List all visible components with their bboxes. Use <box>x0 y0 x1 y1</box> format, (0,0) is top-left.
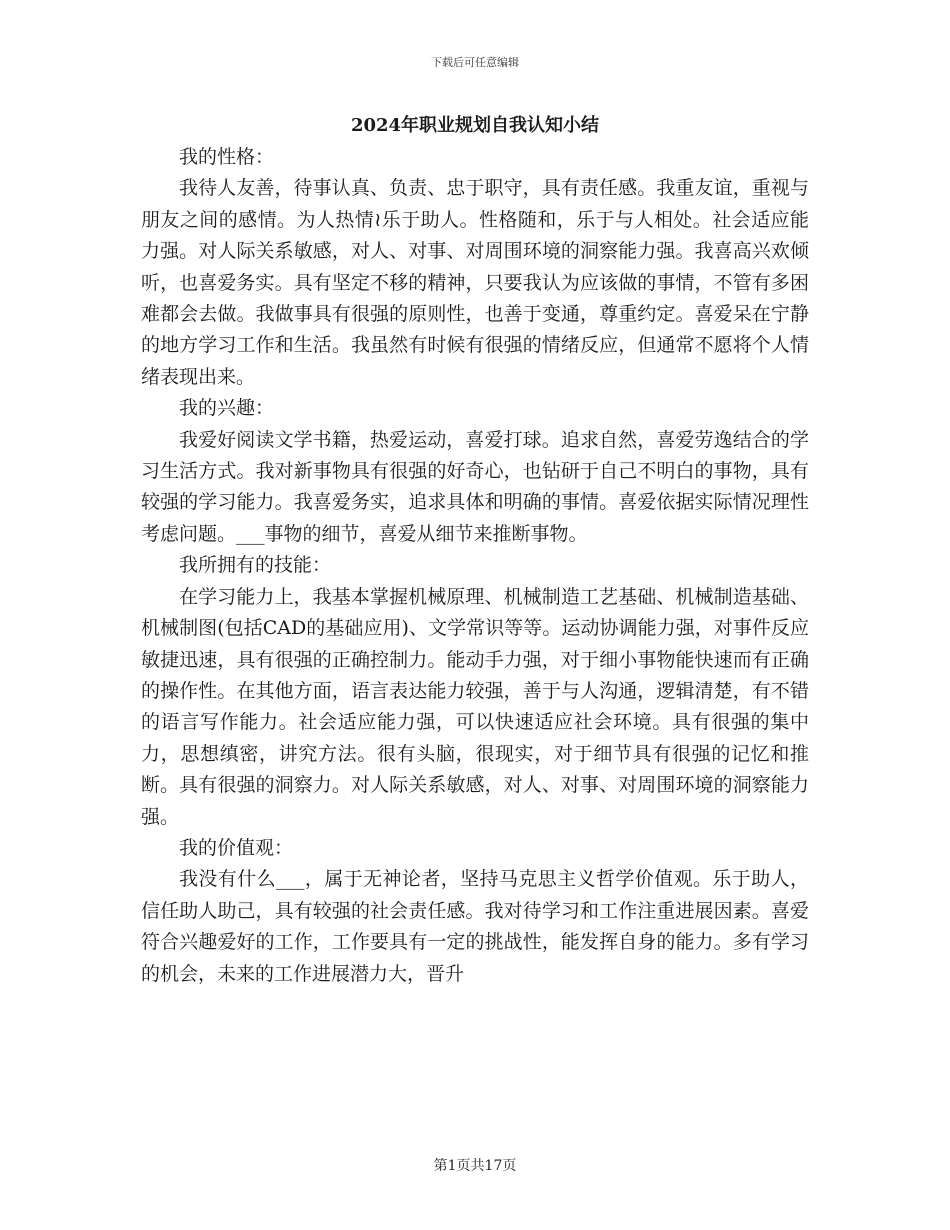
document-title: 2024年职业规划自我认知小结 <box>350 115 600 136</box>
section-heading-skills: 我所拥有的技能： <box>179 554 332 577</box>
page-number-footer: 第1页共17页 <box>433 1158 517 1174</box>
section-body-skills: 在学习能力上，我基本掌握机械原理、机械制造工艺基础、机械制造基础、机械制图(包括CAD的基础应用)、文学常识等等。运动协调能力强，对事件反应敏捷迅速，具有很强的正确控制力。能动手力强，对于细小事物能快速而有正确的操作性。在其他方面，语言表达能力较强，善于与人沟通，逻辑清楚，有不错的语言写作能力。社会适应能力强，可以快速适应社会环境。具有很强的集中力，思想缜密，讲究方法。很有头脑，很现实，对于细节具有很强的记忆和推断。具有很强的洞察力。对人际关系敏感，对人、对事、对周围环境的洞察能力强。 <box>141 585 809 828</box>
section-heading-personality: 我的性格： <box>179 146 275 168</box>
header-note: 下载后可任意编辑 <box>431 56 519 69</box>
section-body-personality: 我待人友善，待事认真、负责、忠于职守，具有责任感。我重友谊，重视与朋友之间的感情。为人热情≀乐于助人。性格随和，乐于与人相处。社会适应能力强。对人际关系敏感，对人、对事、对周围环境的洞察能力强。我喜高兴欢倾听，也喜爱务实。具有坚定不移的精神，只要我认为应该做的事情，不管有多困难都会去做。我做事具有很强的原则性，也善于变通，尊重约定。喜爱呆在宁静的地方学习工作和生活。我虽然有时候有很强的情绪反应，但通常不愿将个人情绪表现出来。 <box>141 177 809 388</box>
section-body-values: 我没有什么___，属于无神论者，坚持马克思主义哲学价值观。乐于助人，信任助人助己，具有较强的社会责任感。我对待学习和工作注重进展因素。喜爱符合兴趣爱好的工作，工作要具有一定的挑战性，能发挥自身的能力。多有学习的机会，未来的工作进展潜力大，晋升 <box>141 868 809 985</box>
section-heading-interests: 我的兴趣： <box>179 397 275 420</box>
section-body-interests: 我爱好阅读文学书籍，热爱运动，喜爱打球。追求自然，喜爱劳逸结合的学习生活方式。我对新事物具有很强的好奇心，也钻研于自己不明白的事物，具有较强的学习能力。我喜爱务实，追求具体和明确的事情。喜爱依据实际情况理性考虑问题。___事物的细节，喜爱从细节来推断事物。 <box>141 428 809 545</box>
document-body <box>141 110 809 990</box>
section-heading-values: 我的价值观： <box>179 836 294 859</box>
